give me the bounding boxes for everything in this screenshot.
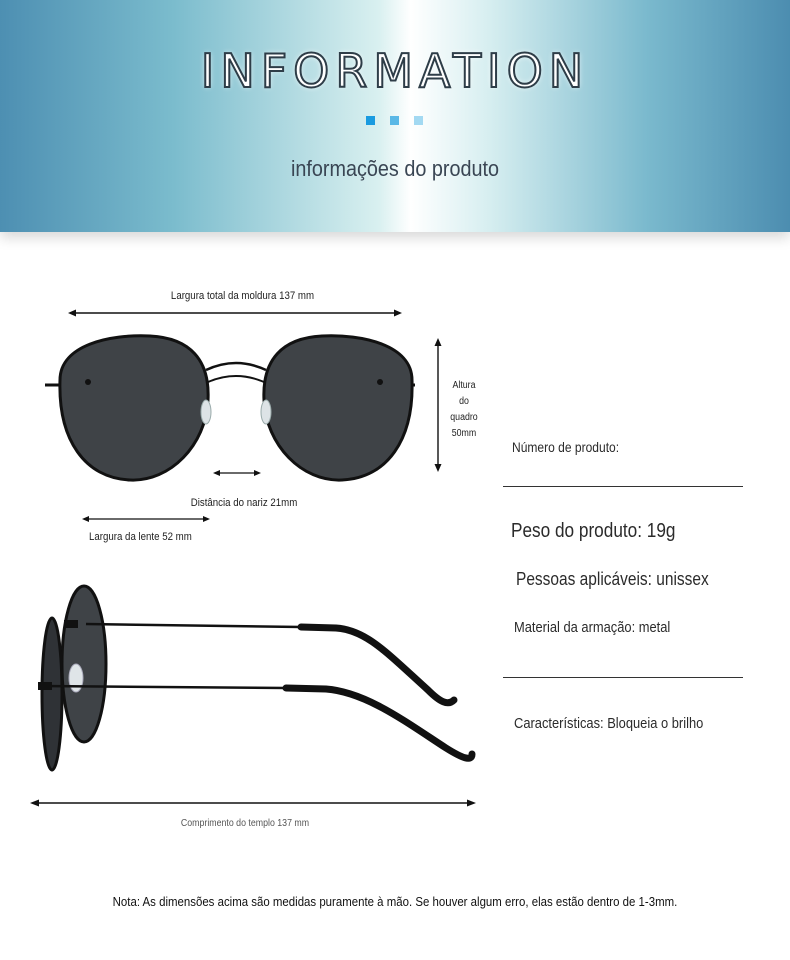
frame-height-line-1: Altura [452,380,476,391]
lens-width-arrow [82,514,212,524]
frame-height-arrow [433,338,443,473]
front-glasses-illustration [40,330,420,490]
left-lens [60,336,208,480]
header-banner [0,0,790,232]
product-features: Características: Bloqueia o brilho [514,715,704,732]
measurement-note: Nota: As dimensões acima são medidas puramente à mão. Se houver algum erro, elas estão dentro de 1-3mm. [112,894,678,909]
right-lens [264,336,412,480]
frame-height-line-2: do [459,396,469,407]
product-weight: Peso do produto: 19g [511,520,676,542]
temple-length-label: Comprimento do templo 137 mm [180,818,310,829]
frame-height-line-3: quadro [450,412,478,423]
divider-top [503,486,743,487]
product-number: Número de produto: [512,439,620,455]
applicable-people: Pessoas aplicáveis: unissex [516,569,709,589]
frame-material: Material da armação: metal [514,619,671,636]
nose-distance-arrow [213,468,263,478]
dot-2 [390,116,399,125]
frame-height-line-4: 50mm [451,428,477,439]
frame-height-label [445,378,484,442]
divider-bottom [503,677,743,678]
dot-1 [366,116,375,125]
temple-length-arrow [30,798,480,808]
page-title: INFORMATION [200,44,590,98]
dot-3 [414,116,423,125]
nose-distance-label: Distância do nariz 21mm [190,497,298,509]
total-width-label: Largura total da moldura 137 mm [170,290,315,302]
total-width-arrow [68,308,408,318]
side-glasses-illustration [36,582,476,782]
page-subtitle: informações do produto [290,156,500,181]
lens-width-label: Largura da lente 52 mm [89,531,192,543]
